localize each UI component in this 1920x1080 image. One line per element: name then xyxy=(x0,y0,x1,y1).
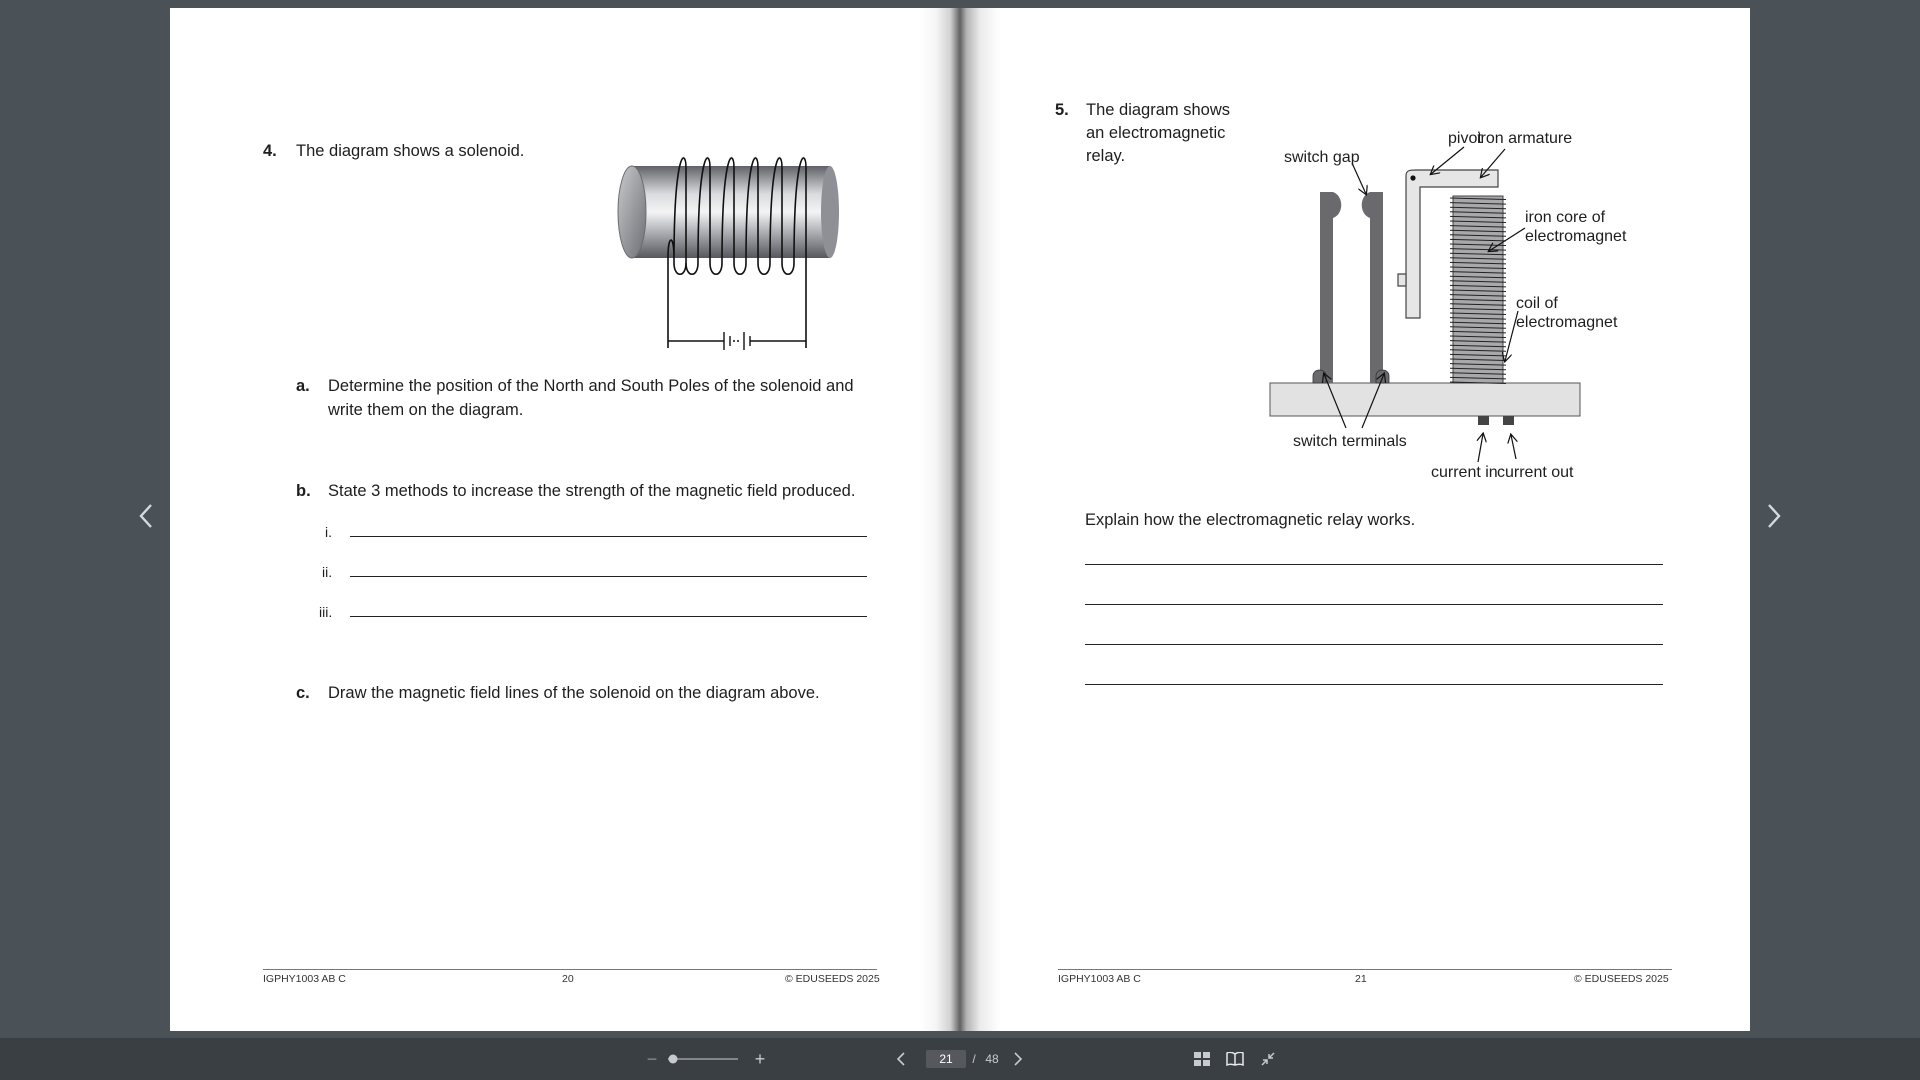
toolbar-previous-button[interactable] xyxy=(891,1038,911,1080)
label-switch-terminals: switch terminals xyxy=(1293,433,1407,450)
answer-line-4[interactable] xyxy=(1085,684,1663,685)
switch-contact-right xyxy=(1362,192,1383,383)
viewer-toolbar xyxy=(0,1038,1920,1080)
switch-contact-left xyxy=(1320,192,1341,383)
footer-copyright: © EDUSEEDS 2025 xyxy=(785,973,880,985)
exit-fullscreen-button[interactable] xyxy=(1258,1038,1278,1080)
book-gutter-shadow xyxy=(920,8,1000,1031)
answer-line-1[interactable] xyxy=(1085,564,1663,565)
chevron-right-icon xyxy=(1013,1051,1023,1067)
page-21 xyxy=(960,8,1750,1031)
zoom-in-button[interactable]: + xyxy=(754,1048,766,1069)
book-view-button[interactable] xyxy=(1224,1038,1246,1080)
q4c-text: Draw the magnetic field lines of the solenoid on the diagram above. xyxy=(328,684,820,702)
page-separator: / xyxy=(972,1052,976,1066)
footer-copyright: © EDUSEEDS 2025 xyxy=(1574,973,1669,985)
question-4-number: 4. xyxy=(263,142,277,160)
solenoid-end xyxy=(618,166,646,258)
zoom-slider-track xyxy=(666,1053,740,1065)
relay-diagram xyxy=(1240,118,1660,488)
question-5-number: 5. xyxy=(1055,101,1069,119)
label-pivot: pivot xyxy=(1448,130,1482,147)
terminal-current-out xyxy=(1503,416,1514,425)
page-20 xyxy=(170,8,960,1031)
question-5-prompt-1: The diagram shows xyxy=(1086,101,1230,119)
q4b-item-ii: ii. xyxy=(322,564,333,580)
label-current-out: current out xyxy=(1497,464,1574,481)
answer-line-i[interactable] xyxy=(350,536,867,537)
footer-page-number: 20 xyxy=(562,973,574,985)
total-pages: 48 xyxy=(985,1052,999,1066)
question-5-prompt-3: relay. xyxy=(1086,147,1126,165)
q4c-letter: c. xyxy=(296,684,310,702)
q4b-letter: b. xyxy=(296,482,311,500)
page-number-input[interactable] xyxy=(926,1050,966,1068)
label-coil-1: coil of xyxy=(1516,295,1558,312)
chevron-right-icon xyxy=(1765,502,1783,530)
answer-line-iii[interactable] xyxy=(350,616,867,617)
footer-rule xyxy=(1058,969,1672,970)
chevron-left-icon xyxy=(137,502,155,530)
collapse-icon xyxy=(1261,1052,1275,1066)
pivot-point xyxy=(1410,175,1415,180)
book-spread xyxy=(170,8,1750,1031)
answer-line-3[interactable] xyxy=(1085,644,1663,645)
label-iron-core-2: electromagnet xyxy=(1525,228,1627,245)
footer-code: IGPHY1003 AB C xyxy=(263,973,346,985)
solenoid-diagram xyxy=(610,138,850,353)
q5-explain-prompt: Explain how the electromagnetic relay works. xyxy=(1085,511,1416,529)
open-book-icon xyxy=(1226,1052,1244,1066)
q4a-line-2: write them on the diagram. xyxy=(328,401,524,419)
label-iron-armature: iron armature xyxy=(1477,130,1573,147)
zoom-slider[interactable] xyxy=(666,1038,740,1080)
zoom-out-button[interactable]: − xyxy=(646,1048,658,1069)
thumbnails-button[interactable] xyxy=(1191,1038,1213,1080)
answer-line-2[interactable] xyxy=(1085,604,1663,605)
solenoid-core xyxy=(632,166,830,258)
question-5-prompt-2: an electromagnetic xyxy=(1086,124,1226,142)
next-page-arrow[interactable] xyxy=(1756,498,1792,534)
label-iron-core-1: iron core of xyxy=(1525,209,1606,226)
label-coil-2: electromagnet xyxy=(1516,314,1618,331)
switch-terminal-left xyxy=(1313,370,1326,383)
q4b-text: State 3 methods to increase the strength of the magnetic field produced. xyxy=(328,482,856,500)
footer-page-number: 21 xyxy=(1355,973,1367,985)
q4b-item-i: i. xyxy=(325,524,332,540)
relay-base xyxy=(1270,383,1580,416)
label-current-in: current in xyxy=(1431,464,1498,481)
chevron-left-icon xyxy=(896,1051,906,1067)
toolbar-next-button[interactable] xyxy=(1008,1038,1028,1080)
q4a-line-1: Determine the position of the North and South Poles of the solenoid and xyxy=(328,377,854,395)
label-switch-gap: switch gap xyxy=(1284,149,1360,166)
answer-line-ii[interactable] xyxy=(350,576,867,577)
q4a-letter: a. xyxy=(296,377,310,395)
footer-rule xyxy=(263,969,877,970)
question-4-prompt: The diagram shows a solenoid. xyxy=(296,142,525,160)
battery-symbol xyxy=(668,332,806,350)
grid-icon xyxy=(1194,1052,1210,1066)
q4b-item-iii: iii. xyxy=(319,604,333,620)
footer-code: IGPHY1003 AB C xyxy=(1058,973,1141,985)
previous-page-arrow[interactable] xyxy=(128,498,164,534)
terminal-current-in xyxy=(1478,416,1489,425)
